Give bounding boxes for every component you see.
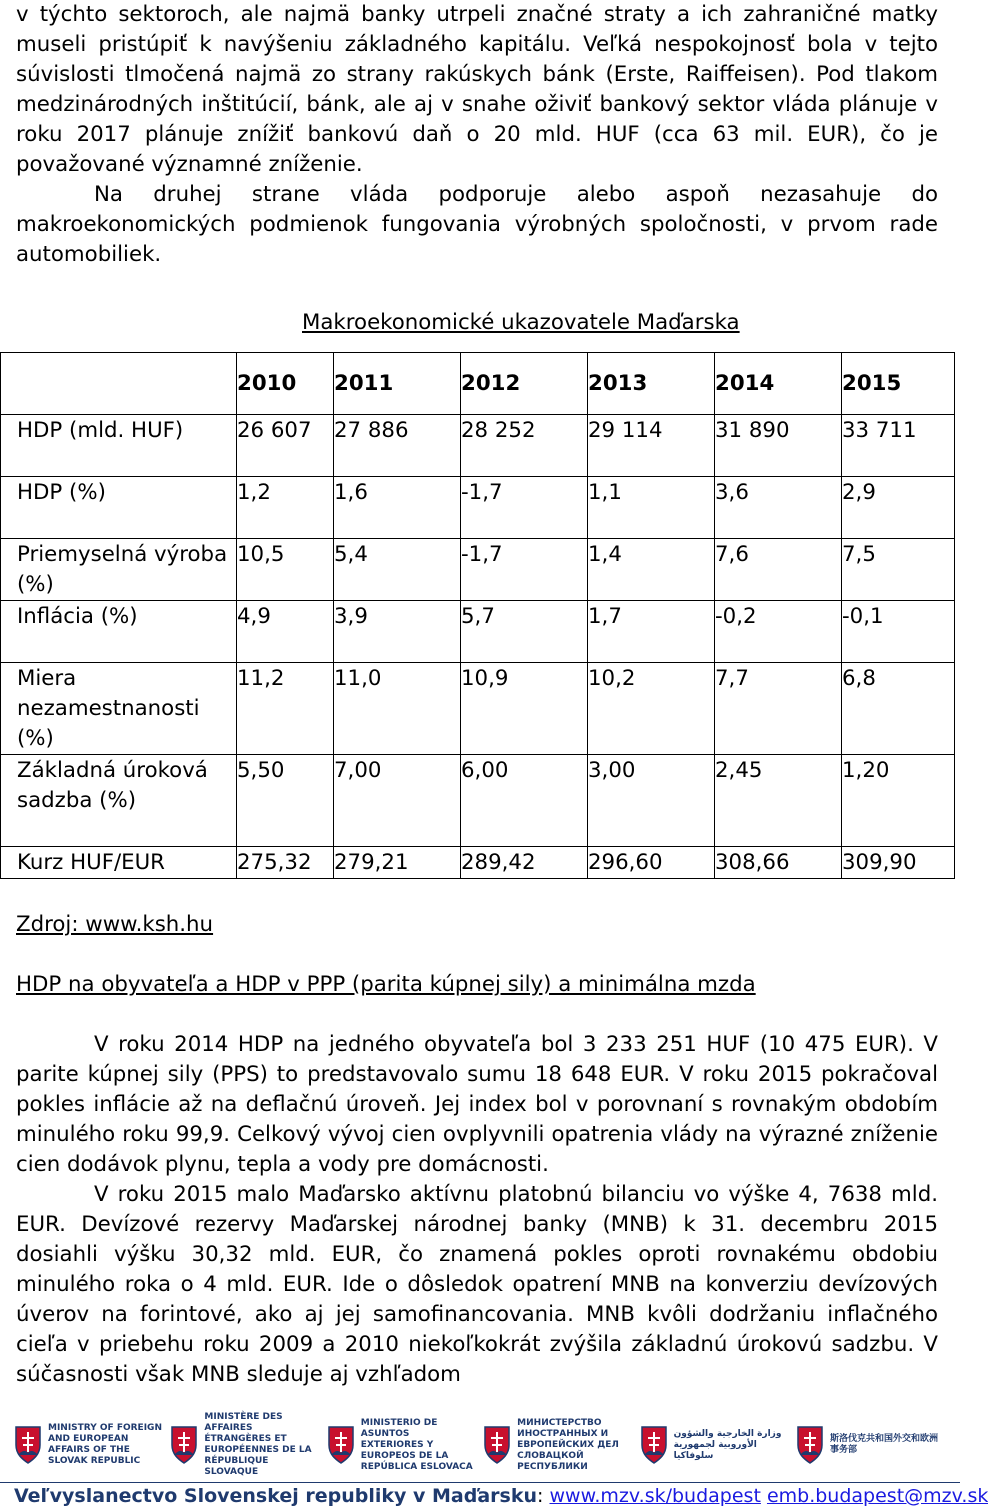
row-label: Základná úroková sadzba (%) (1, 755, 237, 847)
source-link[interactable]: Zdroj: www.ksh.hu (16, 912, 214, 937)
table-cell: 2,9 (842, 477, 955, 539)
table-cell: 26 607 (237, 415, 334, 477)
row-label: HDP (mld. HUF) (1, 415, 237, 477)
coat-of-arms-icon (14, 1425, 42, 1465)
year-header: 2013 (588, 353, 715, 415)
spacer (16, 270, 938, 300)
coat-of-arms-icon (796, 1425, 824, 1465)
footer-divider (0, 1482, 960, 1483)
ministry-logo (483, 1417, 631, 1472)
embassy-name: Veľvyslanectvo Slovenskej republiky v Maďarsku (14, 1485, 538, 1507)
logo-text: MINISTERIO DE ASUNTOS EXTERIORES Y EUROPEOS DE LA REPÚBLICA ESLOVACA (360, 1417, 473, 1472)
table-cell: 28 252 (461, 415, 588, 477)
intro-paragraph: v týchto sektoroch, ale najmä banky utrpeli značné straty a ich zahraničné matky museli pristúpiť k navýšeniu základného kapitálu. Veľká nespokojnosť bola v tejto súvislosti tlmočená najmä zo strany rakúskych bánk (Erste, Raiffeisen). Pod tlakom medzinárodných inštitúcií, bánk, ale aj v snahe oživiť bankový sektor vláda plánuje v roku 2017 plánuje znížiť bankovú daň o 20 mld. HUF (cca 63 mil. EUR), čo je považované významné zníženie. (16, 2, 938, 177)
year-header: 2010 (237, 353, 334, 415)
coat-of-arms-icon (640, 1425, 668, 1465)
gdp-paragraph: V roku 2014 HDP na jedného obyvateľa bol 3 233 251 HUF (10 475 EUR). V parite kúpnej sily (PPS) to predstavovalo sumu 18 648 EUR. V roku 2015 pokračoval pokles inflácie až na deflačnú úroveň. Jej index bol v porovnaní s rovnakým obdobím minulého roku 99,9. Celkový vývoj cien ovplyvnili opatrenia vlády na výrazné zníženie cien dodávok plynu, tepla a vody pre domácnosti. (16, 1032, 938, 1177)
table-row (1, 847, 955, 879)
table-cell: 275,32 (237, 847, 334, 879)
table-cell: 10,5 (237, 539, 334, 601)
year-header: 2012 (461, 353, 588, 415)
table-caption: Makroekonomické ukazovatele Maďarska (302, 310, 740, 335)
table-cell: 1,2 (237, 477, 334, 539)
table-cell: 1,1 (588, 477, 715, 539)
table-cell: 6,8 (842, 663, 955, 755)
balance-paragraph: V roku 2015 malo Maďarsko aktívnu platobnú bilanciu vo výške 4, 7638 mld. EUR. Devízové rezervy Maďarskej národnej banky (MNB) k 31. decembru 2015 dosiahli výšku 30,32 mld. EUR, čo znamená pokles oproti rovnakému obdobiu minulého roka o 4 mld. EUR. Ide o dôsledok opatrení MNB na konverziu devízových úverov na forintové, ako aj jej samofinancovania. MNB kvôli dodržaniu inflačného cieľa v priebehu roku 2009 a 2010 niekoľkokrát zvýšila základnú úrokovú sadzbu. V súčasnosti však MNB sleduje aj vzhľadom (16, 1182, 938, 1387)
table-cell: -0,1 (842, 601, 955, 663)
logo-text: MINISTÈRE DES AFFAIRES ÉTRANGÈRES ET EUROPÉENNES DE LA RÉPUBLIQUE SLOVAQUE (204, 1412, 312, 1477)
table-row (1, 663, 955, 755)
ministry-logo (796, 1420, 944, 1470)
logo-text: MINISTRY OF FOREIGN AND EUROPEAN AFFAIRS OF THE SLOVAK REPUBLIC (48, 1423, 162, 1466)
table-cell: 1,4 (588, 539, 715, 601)
table-cell: 1,6 (334, 477, 461, 539)
spacer (16, 1000, 938, 1030)
section-heading: HDP na obyvateľa a HDP v PPP (parita kúpnej sily) a minimálna mzda (16, 972, 756, 997)
table-cell: 5,7 (461, 601, 588, 663)
coat-of-arms-icon (483, 1425, 511, 1465)
table-row (1, 755, 955, 847)
coat-of-arms-icon (170, 1425, 198, 1465)
industry-paragraph: Na druhej strane vláda podporuje alebo aspoň nezasahuje do makroekonomických podmienok fungovania výrobných spoločnosti, v prvom rade automobiliek. (16, 182, 938, 267)
logo-text: МИНИСТЕРСТВО ИНОСТРАННЫХ И ЕВРОПЕЙСКИХ ДЕЛ СЛОВАЦКОЙ РЕСПУБЛИКИ (517, 1417, 619, 1472)
table-cell: 7,6 (715, 539, 842, 601)
coat-of-arms-icon (327, 1425, 355, 1465)
table-cell: 11,0 (334, 663, 461, 755)
table-cell: 5,50 (237, 755, 334, 847)
table-cell: 2,45 (715, 755, 842, 847)
row-label: Inflácia (%) (1, 601, 237, 663)
table-cell: -1,7 (461, 539, 588, 601)
table-cell: 279,21 (334, 847, 461, 879)
table-cell: 11,2 (237, 663, 334, 755)
table-cell: -0,2 (715, 601, 842, 663)
table-cell: 31 890 (715, 415, 842, 477)
table-cell: 33 711 (842, 415, 955, 477)
table-cell: 3,00 (588, 755, 715, 847)
table-cell: 7,7 (715, 663, 842, 755)
page-footer (0, 1412, 988, 1507)
ministry-logo (640, 1420, 788, 1470)
email-link[interactable]: emb.budapest@mzv.sk (766, 1485, 988, 1507)
table-cell: 27 886 (334, 415, 461, 477)
row-label: Miera nezamestnanosti (%) (1, 663, 237, 755)
table-cell: 1,7 (588, 601, 715, 663)
logo-text: 斯洛伐克共和国外交和欧洲事务部 (829, 1434, 938, 1455)
table-row (1, 415, 955, 477)
table-cell: 309,90 (842, 847, 955, 879)
footer-contact-line (14, 1485, 988, 1507)
table-cell: 7,00 (334, 755, 461, 847)
ministry-logo (327, 1417, 475, 1472)
table-cell: 5,4 (334, 539, 461, 601)
table-cell: 6,00 (461, 755, 588, 847)
header-empty-cell (1, 353, 237, 415)
ministry-logo (14, 1420, 162, 1470)
table-header-row (1, 353, 955, 415)
table-cell: 289,42 (461, 847, 588, 879)
row-label: HDP (%) (1, 477, 237, 539)
footer-separator: : (537, 1485, 544, 1507)
table-cell: 296,60 (588, 847, 715, 879)
table-cell: 4,9 (237, 601, 334, 663)
table-cell: 3,9 (334, 601, 461, 663)
ministry-logo (170, 1412, 318, 1477)
row-label: Priemyselná výroba (%) (1, 539, 237, 601)
table-cell: 308,66 (715, 847, 842, 879)
website-link[interactable]: www.mzv.sk/budapest (549, 1485, 761, 1507)
logo-text: وزارة الخارجية والشؤون الأوروبية لجمهورية سلوفاكيا (673, 1428, 782, 1461)
table-cell: 29 114 (588, 415, 715, 477)
table-cell: 10,9 (461, 663, 588, 755)
ministry-logos (14, 1412, 944, 1477)
table-cell: 3,6 (715, 477, 842, 539)
table-cell: 1,20 (842, 755, 955, 847)
table-cell: 10,2 (588, 663, 715, 755)
table-cell: -1,7 (461, 477, 588, 539)
table-row (1, 477, 955, 539)
document-body (16, 0, 938, 1390)
row-label: Kurz HUF/EUR (1, 847, 237, 879)
year-header: 2011 (334, 353, 461, 415)
table-cell: 7,5 (842, 539, 955, 601)
table-row (1, 539, 955, 601)
year-header: 2014 (715, 353, 842, 415)
macro-indicators-table (0, 352, 955, 879)
year-header: 2015 (842, 353, 955, 415)
table-row (1, 601, 955, 663)
